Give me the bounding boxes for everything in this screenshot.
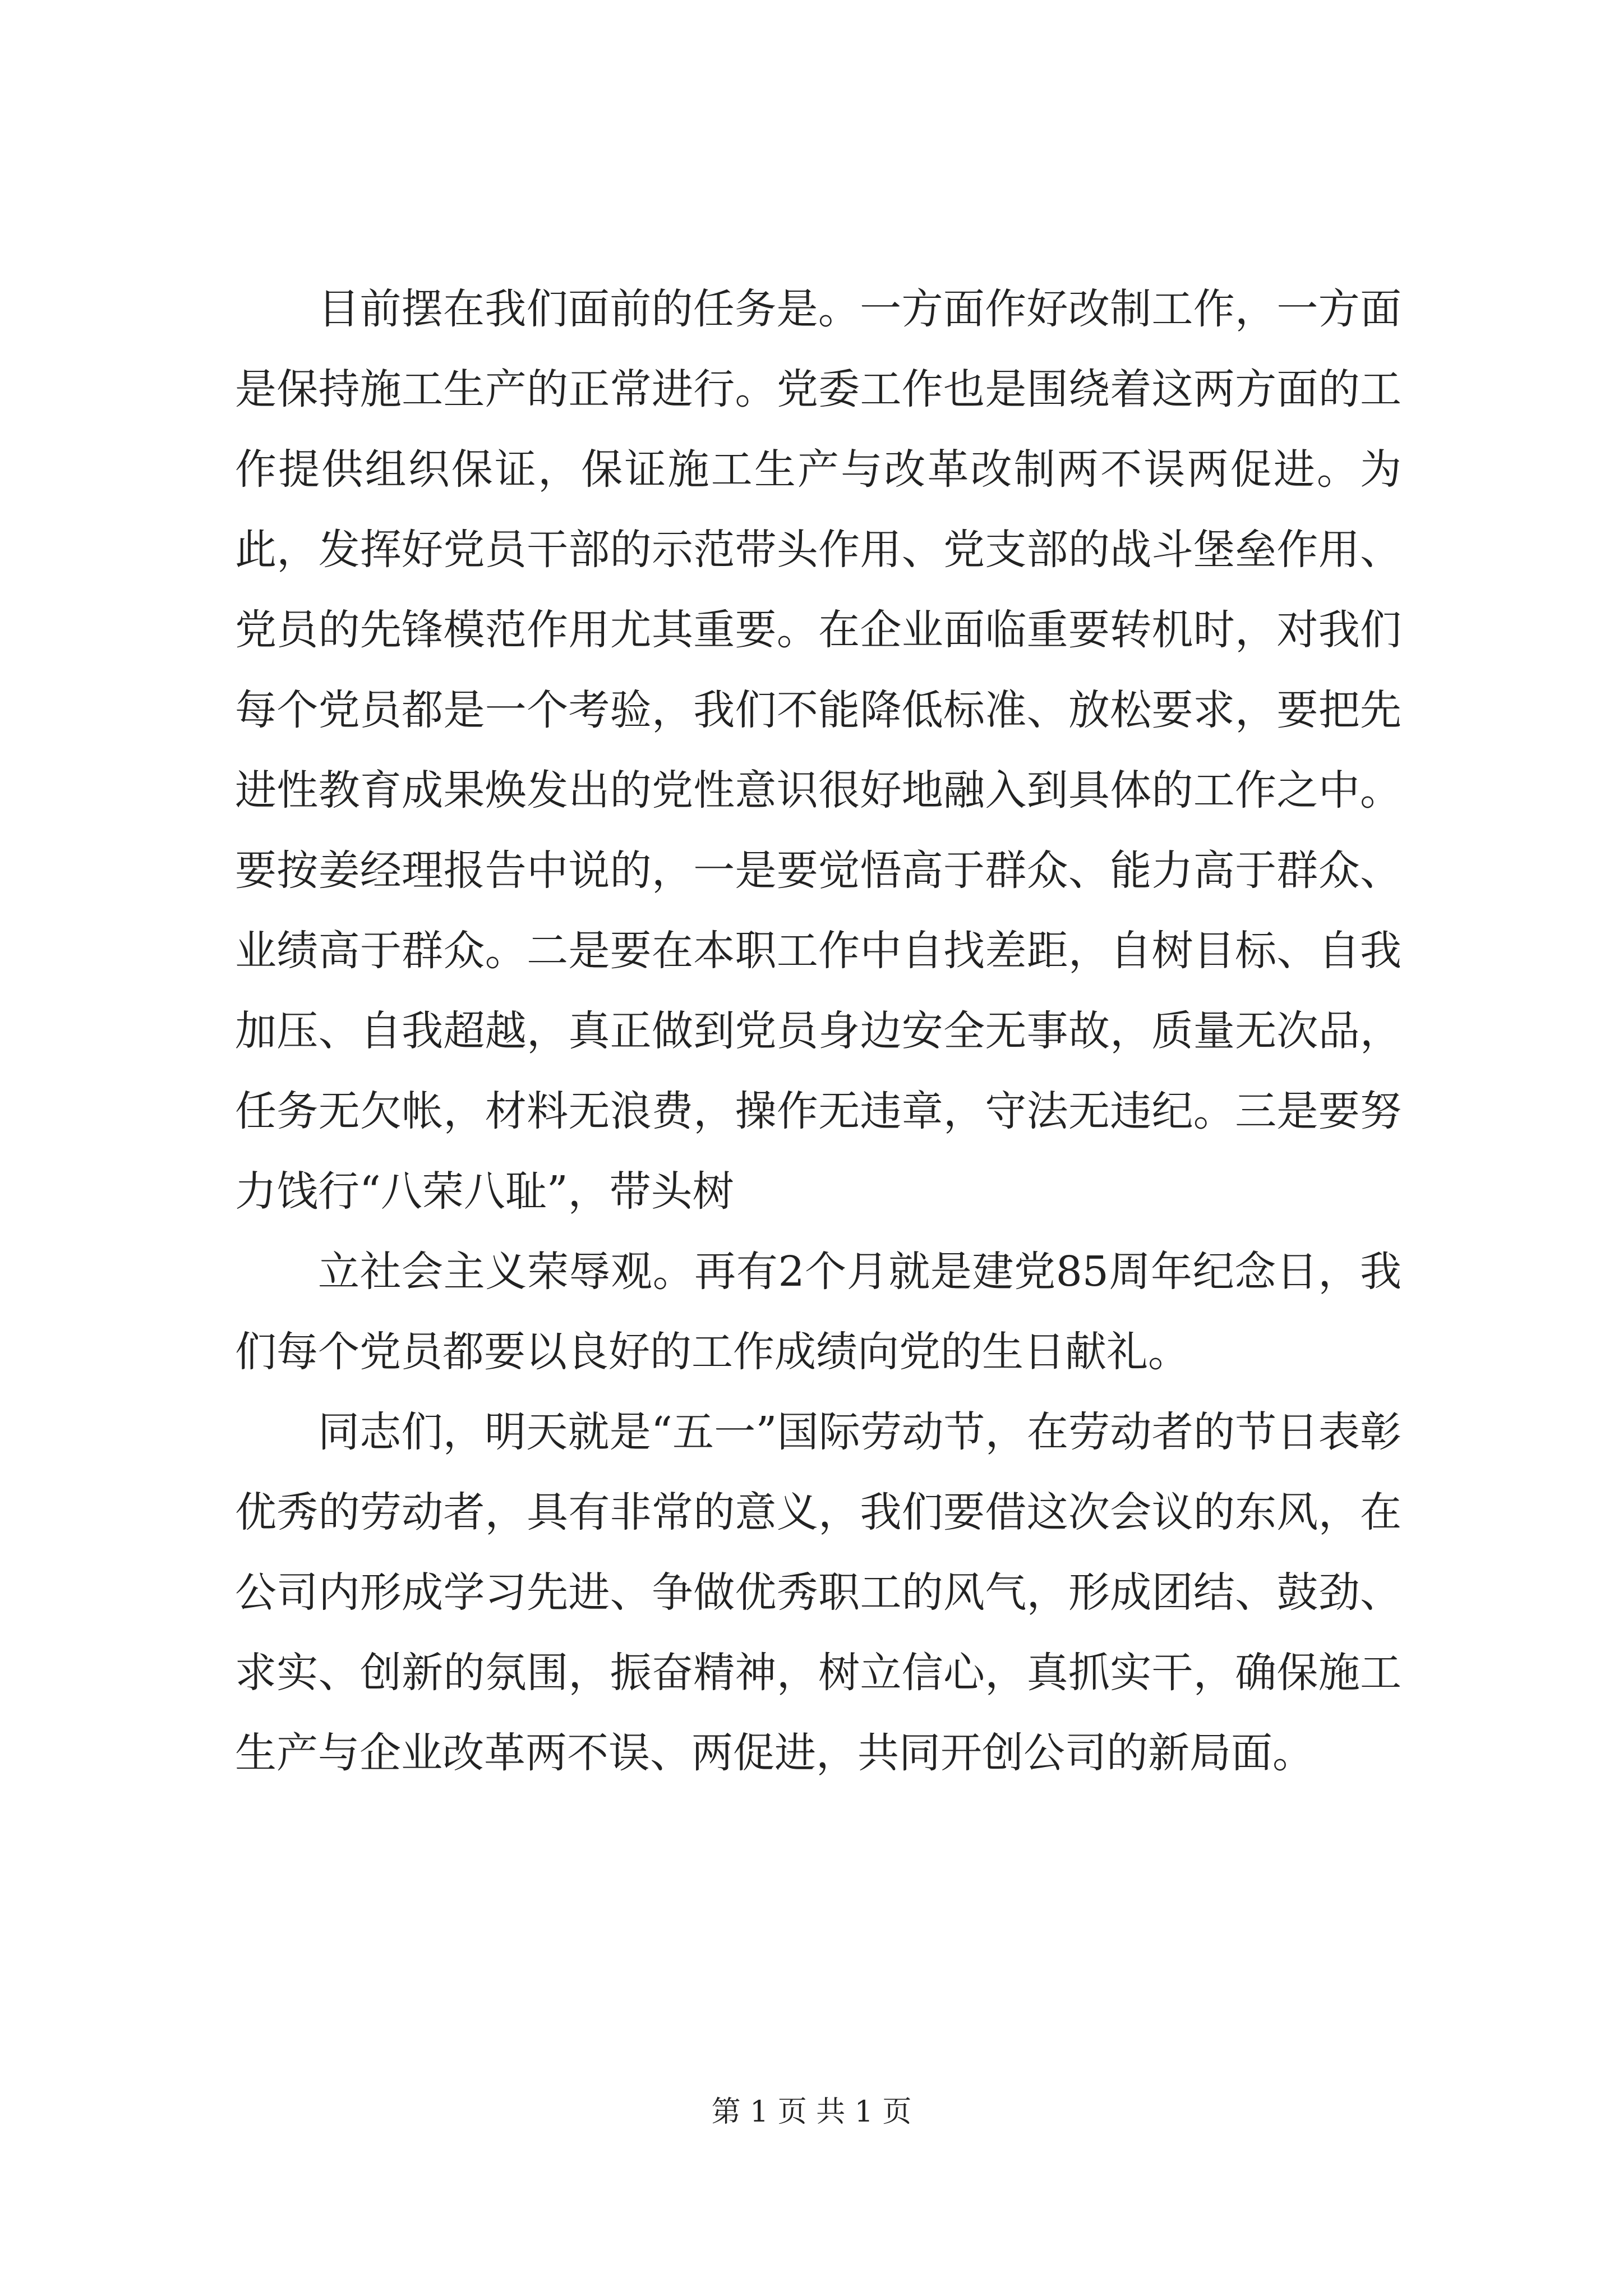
paragraph-1: 目前摆在我们面前的任务是。一方面作好改制工作，一方面是保持施工生产的正常进行。党委工作也是围绕着这两方面的工作提供组织保证，保证施工生产与改革改制两不误两促进。为此，发挥好党员干部的示范带头作用、党支部的战斗堡垒作用、党员的先锋模范作用尤其重要。在企业面临重要转机时，对我们每个党员都是一个考验，我们不能降低标准、放松要求，要把先进性教育成果焕发出的党性意识很好地融入到具体的工作之中。要按姜经理报告中说的，一是要觉悟高于群众、能力高于群众、业绩高于群众。二是要在本职工作中自找差距，自树目标、自我加压、自我超越，真正做到党员身边安全无事故，质量无次品，任务无欠帐，材料无浪费，操作无违章，守法无违纪。三是要努力饯行“八荣八耻”，带头树 (235, 285, 1401, 1216)
page-footer: 第 1 页 共 1 页 (711, 2095, 912, 2129)
paragraph-2: 立社会主义荣辱观。再有2个月就是建党85周年纪念日，我们每个党员都要以良好的工作成绩向党的生日献礼。 (235, 1248, 1401, 1376)
paragraph-3: 同志们，明天就是“五一”国际劳动节，在劳动者的节日表彰优秀的劳动者，具有非常的意义，我们要借这次会议的东风，在公司内形成学习先进、争做优秀职工的风气，形成团结、鼓劲、求实、创新的氛围，振奋精神，树立信心，真抓实干，确保施工生产与企业改革两不误、两促进，共同开创公司的新局面。 (235, 1408, 1401, 1777)
document-body (235, 269, 1401, 1793)
